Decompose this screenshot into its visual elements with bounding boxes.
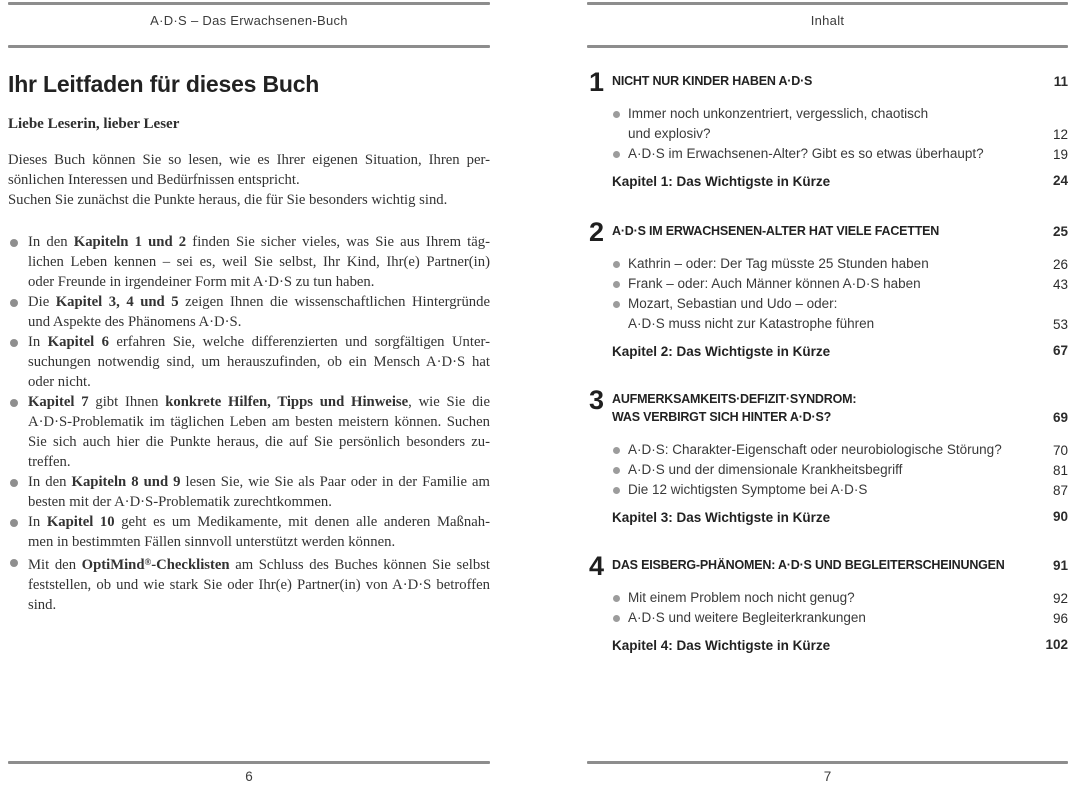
toc-item xyxy=(587,274,1068,294)
bullet-icon xyxy=(10,519,18,527)
bullet-list xyxy=(8,232,490,615)
text-line: In den Kapiteln 8 und 9 lesen Sie, wie Sie als Paar oder in der Familie am xyxy=(28,474,490,490)
chapter-item-list xyxy=(587,588,1068,628)
bullet-icon xyxy=(613,467,620,474)
chapter-heading xyxy=(587,217,1068,247)
bullet-item xyxy=(8,332,490,392)
bullet-icon xyxy=(613,487,620,494)
text-line: Dieses Buch können Sie so lesen, wie es Ihrer eigenen Situation, Ihren per- xyxy=(8,152,490,168)
chapter-title: AUFMERKSAMKEITS·DEFIZIT·SYNDROM: xyxy=(612,392,857,406)
toc-item-page-number: 12 xyxy=(1052,127,1068,142)
chapter-page-number: 69 xyxy=(1052,410,1068,425)
chapter-title: DAS EISBERG-PHÄNOMEN: A·D·S UND BEGLEITERSCHEINUNGEN xyxy=(612,558,1005,572)
toc-item-text: Mit einem Problem noch nicht genug? xyxy=(628,590,855,605)
page-number: 7 xyxy=(823,769,832,784)
toc-item-text: A·D·S und der dimensionale Krankheitsbegriff xyxy=(628,462,903,477)
chapter-number: 3 xyxy=(589,385,605,415)
toc-chapter xyxy=(587,217,1068,362)
bullet-text xyxy=(28,232,490,292)
bullet-item xyxy=(8,472,490,512)
bullet-icon xyxy=(613,447,620,454)
toc-item-page-number: 43 xyxy=(1052,277,1068,292)
bullet-icon xyxy=(613,111,620,118)
summary-page-number: 90 xyxy=(1052,509,1068,524)
chapter-number: 2 xyxy=(589,217,605,247)
toc-item xyxy=(587,104,1068,144)
bullet-icon xyxy=(10,239,18,247)
running-header: A·D·S – Das Erwachsenen-Buch xyxy=(150,13,348,28)
chapter-heading xyxy=(587,67,1068,97)
bullet-item xyxy=(8,552,490,615)
page-number: 6 xyxy=(245,769,253,784)
chapter-number: 4 xyxy=(589,551,605,581)
text-line: Die Kapitel 3, 4 und 5 zeigen Ihnen die wissenschaftlichen Hintergründe xyxy=(28,294,490,310)
chapter-title: A·D·S IM ERWACHSENEN-ALTER HAT VIELE FACETTEN xyxy=(612,224,940,238)
toc-item-page-number: 87 xyxy=(1052,483,1068,498)
chapter-summary xyxy=(587,508,1068,528)
bullet-text xyxy=(28,292,490,332)
toc-item xyxy=(587,480,1068,500)
text-line: In Kapitel 10 geht es um Medikamente, mit denen alle anderen Maßnah- xyxy=(28,514,490,530)
summary-label: Kapitel 2: Das Wichtigste in Kürze xyxy=(612,344,831,359)
bullet-icon xyxy=(613,301,620,308)
chapter-heading xyxy=(587,385,1068,426)
chapter-summary xyxy=(587,636,1068,656)
header-rule-bottom xyxy=(8,45,490,48)
salutation: Liebe Leserin, lieber Leser xyxy=(8,116,180,132)
text-line: Mit den OptiMind®-Checklisten am Schluss des Buches können Sie selbst xyxy=(28,557,490,573)
chapter-summary xyxy=(587,342,1068,362)
bullet-icon xyxy=(10,559,18,567)
toc-item xyxy=(587,144,1068,164)
toc-item xyxy=(587,460,1068,480)
text-line: Suchen Sie zunächst die Punkte heraus, die für Sie besonders wichtig sind. xyxy=(8,192,448,208)
bullet-item xyxy=(8,512,490,552)
chapter-page-number: 91 xyxy=(1052,558,1068,573)
chapter-number: 1 xyxy=(589,67,605,97)
toc-item-page-number: 53 xyxy=(1052,317,1068,332)
summary-page-number: 67 xyxy=(1052,343,1068,358)
bullet-icon xyxy=(613,595,620,602)
summary-page-number: 102 xyxy=(1045,637,1068,652)
chapter-item-list xyxy=(587,440,1068,500)
chapter-item-list xyxy=(587,104,1068,164)
toc-item-page-number: 70 xyxy=(1052,443,1068,458)
bullet-text xyxy=(28,392,490,472)
toc-item-page-number: 92 xyxy=(1052,591,1068,606)
bullet-item xyxy=(8,292,490,332)
toc-item-page-number: 19 xyxy=(1052,147,1068,162)
bullet-icon xyxy=(613,615,620,622)
text-line: A·D·S-Problematik im täglichen Leben am besten meistern können. Suchen xyxy=(28,414,490,430)
text-line: Sie sich auch hier die Punkte heraus, die auf Sie persönlich besonders zu- xyxy=(28,434,490,450)
running-header: Inhalt xyxy=(810,13,845,28)
footer-rule xyxy=(8,761,490,764)
bullet-icon xyxy=(10,299,18,307)
toc-item-text: und explosiv? xyxy=(628,126,711,141)
toc-item-text: A·D·S: Charakter-Eigenschaft oder neurobiologische Störung? xyxy=(628,442,1002,457)
text-line: oder nicht. xyxy=(28,374,91,390)
bullet-icon xyxy=(613,151,620,158)
toc-item-text: A·D·S muss nicht zur Katastrophe führen xyxy=(628,316,875,331)
chapter-title: NICHT NUR KINDER HABEN A·D·S xyxy=(612,74,813,88)
chapter-title: WAS VERBIRGT SICH HINTER A·D·S? xyxy=(612,410,832,424)
text-line: oder Freunde in irgendeiner Form mit A·D·S zu tun haben. xyxy=(28,274,375,290)
toc-item-page-number: 81 xyxy=(1052,463,1068,478)
footer-rule xyxy=(587,761,1068,764)
toc-item xyxy=(587,294,1068,334)
page-right xyxy=(587,0,1068,788)
intro-paragraph xyxy=(8,150,490,210)
chapter-page-number: 11 xyxy=(1053,74,1068,89)
toc-item-text: Mozart, Sebastian und Udo – oder: xyxy=(628,296,838,311)
toc-item xyxy=(587,608,1068,628)
toc-item-page-number: 26 xyxy=(1052,257,1068,272)
bullet-text xyxy=(28,332,490,392)
text-line: sind. xyxy=(28,597,57,613)
bullet-icon xyxy=(613,261,620,268)
bullet-icon xyxy=(10,399,18,407)
bullet-item xyxy=(8,232,490,292)
text-line: men in bestimmten Fällen sinnvoll unterstützt werden können. xyxy=(28,534,396,550)
header-rule-top xyxy=(8,2,490,5)
bullet-text xyxy=(28,552,490,615)
text-line: In Kapitel 6 erfahren Sie, welche differenzierten und sorgfältigen Unter- xyxy=(28,334,490,350)
toc-item xyxy=(587,254,1068,274)
toc-item-text: A·D·S im Erwachsenen-Alter? Gibt es so etwas überhaupt? xyxy=(628,146,984,161)
toc-item-page-number: 96 xyxy=(1052,611,1068,626)
toc-item-text: Frank – oder: Auch Männer können A·D·S haben xyxy=(628,276,921,291)
bullet-icon xyxy=(10,479,18,487)
toc-chapter xyxy=(587,67,1068,192)
text-line: besten mit der A·D·S-Problematik zurechtkommen. xyxy=(28,494,332,510)
toc-item xyxy=(587,588,1068,608)
toc-item-text: Kathrin – oder: Der Tag müsste 25 Stunden haben xyxy=(628,256,929,271)
text-line: In den Kapiteln 1 und 2 finden Sie sicher vieles, was Sie aus Ihrem täg- xyxy=(28,234,490,250)
chapter-page-number: 25 xyxy=(1052,224,1068,239)
chapter-item-list xyxy=(587,254,1068,334)
toc-item-text: Die 12 wichtigsten Symptome bei A·D·S xyxy=(628,482,868,497)
page-left xyxy=(8,0,490,788)
page-title: Ihr Leitfaden für dieses Buch xyxy=(8,71,320,97)
bullet-item xyxy=(8,392,490,472)
summary-label: Kapitel 3: Das Wichtigste in Kürze xyxy=(612,510,831,525)
toc-item-text: Immer noch unkonzentriert, vergesslich, chaotisch xyxy=(628,106,929,121)
bullet-icon xyxy=(613,281,620,288)
bullet-text xyxy=(28,472,490,512)
bullet-icon xyxy=(10,339,18,347)
text-line: und Aspekte des Phänomens A·D·S. xyxy=(28,314,242,330)
text-line: suchungen notwendig sind, um herauszufinden, ob ein Mensch A·D·S hat xyxy=(28,354,490,370)
chapter-heading xyxy=(587,551,1068,581)
text-line: treffen. xyxy=(28,454,71,470)
chapter-summary xyxy=(587,172,1068,192)
text-line: sönlichen Interessen und Bedürfnissen entspricht. xyxy=(8,172,300,188)
summary-label: Kapitel 1: Das Wichtigste in Kürze xyxy=(612,174,831,189)
bullet-text xyxy=(28,512,490,552)
text-line: feststellen, ob und wie stark Sie oder Ihr(e) Partner(in) von A·D·S betroffen xyxy=(28,577,490,593)
summary-page-number: 24 xyxy=(1052,173,1068,188)
toc-chapter xyxy=(587,551,1068,656)
table-of-contents xyxy=(587,0,1068,788)
text-line: Kapitel 7 gibt Ihnen konkrete Hilfen, Tipps und Hinweise, wie Sie die xyxy=(28,394,491,410)
summary-label: Kapitel 4: Das Wichtigste in Kürze xyxy=(612,638,831,653)
toc-item xyxy=(587,440,1068,460)
toc-chapter xyxy=(587,385,1068,528)
toc-item-text: A·D·S und weitere Begleiterkrankungen xyxy=(628,610,866,625)
text-line: lichen Leben kennen – sei es, weil Sie selbst, Ihr Kind, Ihr(e) Partner(in) xyxy=(28,254,490,270)
